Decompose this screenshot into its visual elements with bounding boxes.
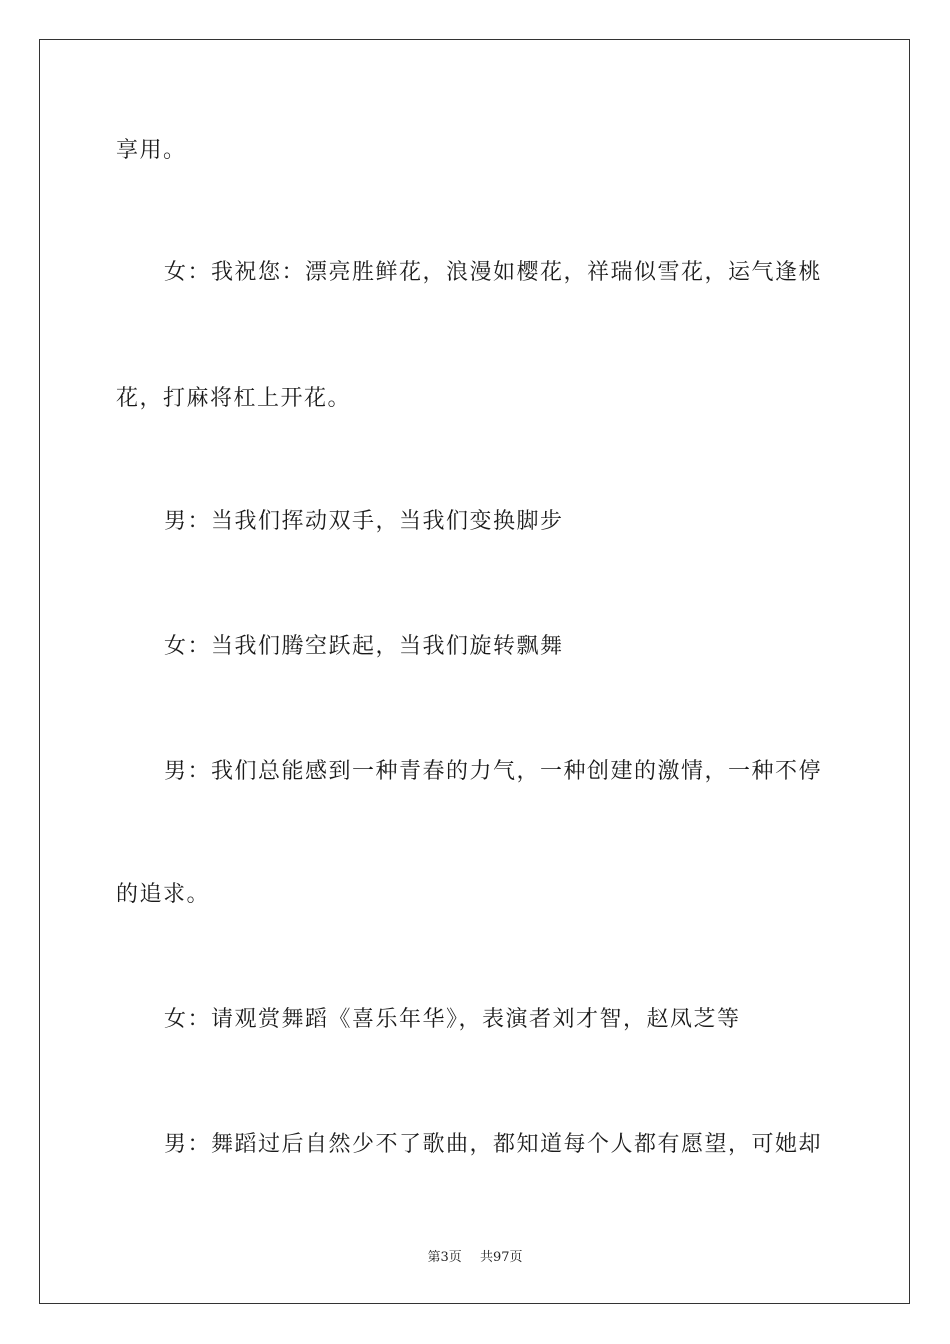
text-line: 女：当我们腾空跃起，当我们旋转飘舞 [164, 634, 564, 659]
text-line: 花，打麻将杠上开花。 [116, 386, 352, 411]
page-footer [0, 1246, 950, 1265]
page-number: 第3页 [427, 1250, 462, 1265]
text-line: 女：请观赏舞蹈《喜乐年华》，表演者刘才智，赵凤芝等 [164, 1007, 741, 1032]
text-line: 男：我们总能感到一种青春的力气，一种创建的激情，一种不停 [164, 759, 823, 784]
text-line: 的追求。 [116, 882, 211, 907]
page-border [39, 39, 910, 1304]
text-line: 享用。 [116, 138, 187, 163]
text-line: 女：我祝您：漂亮胜鲜花，浪漫如樱花，祥瑞似雪花，运气逢桃 [164, 260, 823, 285]
text-line: 男：舞蹈过后自然少不了歌曲，都知道每个人都有愿望，可她却 [164, 1132, 823, 1157]
text-line: 男：当我们挥动双手，当我们变换脚步 [164, 509, 564, 534]
total-pages: 共97页 [479, 1250, 523, 1265]
